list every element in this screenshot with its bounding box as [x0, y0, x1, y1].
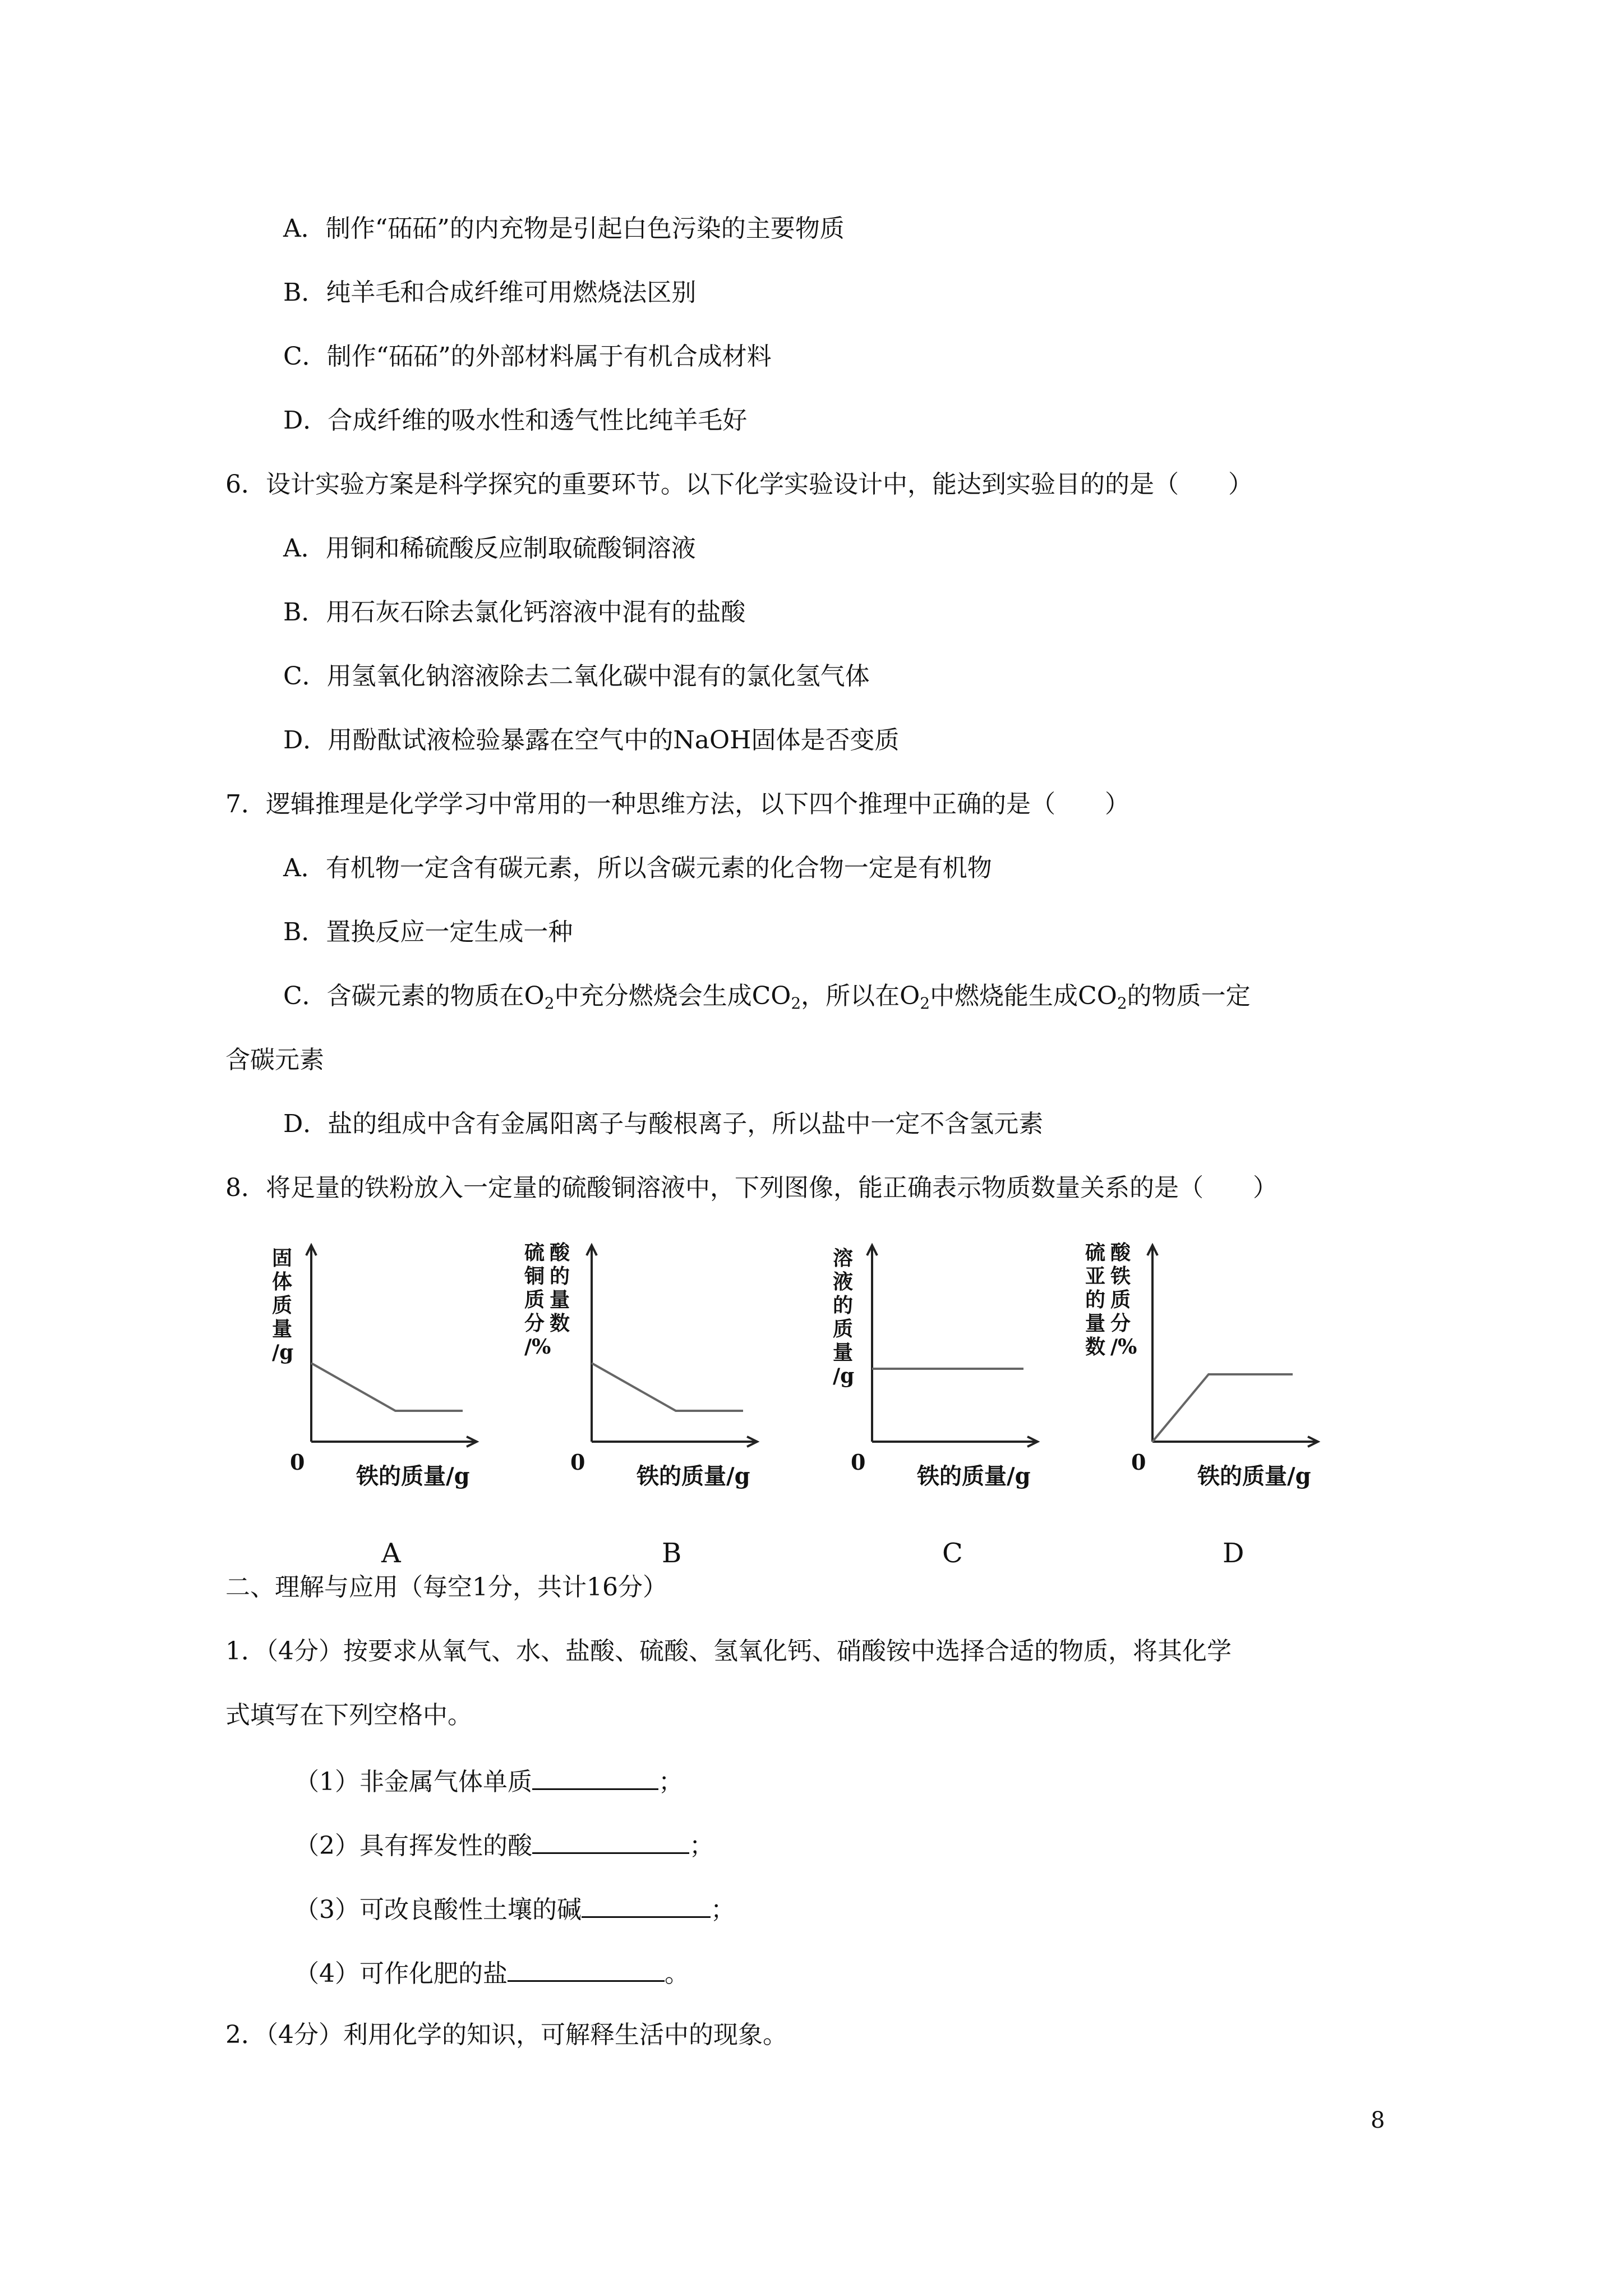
q7-option-d: D．盐的组成中含有金属阳离子与酸根离子，所以盐中一定不含氢元素 — [283, 1110, 1044, 1138]
graph-b-y-label-char: 铜 — [524, 1264, 545, 1288]
graph-d-curve — [1152, 1374, 1293, 1442]
graph-d-y-label-char: 酸 — [1110, 1241, 1131, 1264]
graph-a-caption: A — [381, 1538, 401, 1569]
graph-b-curve — [592, 1363, 743, 1411]
graph-b-x-label: 铁的质量/g — [637, 1463, 750, 1489]
graph-c-y-label-char: /g — [833, 1364, 855, 1388]
answer-blank-3[interactable] — [582, 1890, 711, 1918]
graph-d-y-label-char: 质 — [1110, 1288, 1131, 1312]
graph-b-y-label-char: 质 — [524, 1288, 545, 1312]
q7-option-c: C．含碳元素的物质在$O_2$中充分燃烧会生成$CO_2$，所以在$O_2$中燃烧能生成$CO_2$的物质一定 — [283, 982, 1251, 1013]
graph-d-y-label-char: 亚 — [1085, 1264, 1106, 1288]
fill-item-4: （4）可作化肥的盐 。 — [294, 1954, 689, 1991]
graph-b-y-label-char: 硫 — [524, 1241, 545, 1264]
q8-stem: 8．将足量的铁粉放入一定量的硫酸铜溶液中，下列图像，能正确表示物质数量关系的是（ ） — [225, 1174, 1278, 1202]
graph-a-y-label-char: 固 — [272, 1246, 293, 1270]
graph-c-y-label-char: 液 — [833, 1270, 854, 1294]
graph-d-y-label-char: 分 — [1110, 1312, 1131, 1335]
graph-d-y-label-char: 的 — [1085, 1288, 1106, 1312]
graph-b-y-label-char: 的 — [550, 1264, 570, 1288]
q7-option-a: A．有机物一定含有碳元素，所以含碳元素的化合物一定是有机物 — [283, 854, 992, 882]
graph-d-y-label-char: 量 — [1085, 1312, 1106, 1335]
graph-c-y-label-char: 质 — [833, 1317, 854, 1341]
graph-b-y-label-char: 酸 — [550, 1241, 570, 1264]
s1-stem-continued: 式填写在下列空格中。 — [225, 1701, 472, 1729]
graph-b-y-label-char: 数 — [550, 1312, 570, 1335]
graph-b-y-label-char: 分 — [524, 1312, 545, 1335]
fill-item-2: （2）具有挥发性的酸 ； — [294, 1826, 714, 1863]
q6-option-b: B．用石灰石除去氯化钙溶液中混有的盐酸 — [283, 598, 746, 627]
answer-blank-2[interactable] — [532, 1826, 689, 1854]
q6-stem: 6．设计实验方案是科学探究的重要环节。以下化学实验设计中，能达到实验目的的是（ ） — [225, 470, 1253, 499]
graph-c-y-label-char: 的 — [833, 1294, 854, 1317]
s1-stem: 1．（4分）按要求从氧气、水、盐酸、硫酸、氢氧化钙、硝酸铵中选择合适的物质，将其化学 — [225, 1637, 1232, 1665]
section-two-heading: 二、理解与应用（每空1分，共计16分） — [225, 1573, 667, 1602]
graph-b-caption: B — [662, 1538, 682, 1569]
q5-option-b: B．纯羊毛和合成纤维可用燃烧法区别 — [283, 278, 697, 307]
graph-d-x-label: 铁的质量/g — [1197, 1463, 1311, 1489]
graph-d-y-label-char: 数 — [1085, 1335, 1106, 1359]
q7-option-c-continued: 含碳元素 — [225, 1046, 324, 1074]
fill-item-1: （1）非金属气体单质 ； — [294, 1763, 683, 1799]
graph-b-y-label-char: 量 — [550, 1288, 570, 1312]
graph-d-caption: D — [1223, 1538, 1244, 1569]
graph-d-y-label-char: /% — [1110, 1335, 1137, 1359]
q7-stem: 7．逻辑推理是化学学习中常用的一种思维方法，以下四个推理中正确的是（ ） — [225, 790, 1129, 818]
q6-option-c: C．用氢氧化钠溶液除去二氧化碳中混有的氯化氢气体 — [283, 662, 870, 691]
q5-option-c: C．制作“砳砳”的外部材料属于有机合成材料 — [283, 342, 772, 371]
graph-b-y-label-char: /% — [524, 1335, 551, 1359]
graph-c-origin-label: 0 — [851, 1450, 866, 1475]
page-number: 8 — [1371, 2108, 1385, 2133]
graph-a-y-label-char: 质 — [272, 1294, 293, 1317]
answer-blank-1[interactable] — [532, 1763, 658, 1790]
q6-option-d: D．用酚酞试液检验暴露在空气中的NaOH固体是否变质 — [283, 726, 900, 754]
q5-option-a: A．制作“砳砳”的内充物是引起白色污染的主要物质 — [283, 214, 845, 243]
graph-d-y-label-char: 铁 — [1110, 1264, 1131, 1288]
graph-c-y-label-char: 溶 — [833, 1246, 854, 1270]
graph-a-y-label-char: 量 — [272, 1317, 293, 1341]
q6-option-a: A．用铜和稀硫酸反应制取硫酸铜溶液 — [283, 534, 696, 563]
graph-a-x-label: 铁的质量/g — [356, 1463, 470, 1489]
graph-c-caption: C — [942, 1538, 963, 1569]
graph-a-y-label-char: /g — [272, 1341, 294, 1364]
q8-graphs — [247, 1231, 1377, 1576]
graph-d-origin-label: 0 — [1131, 1450, 1146, 1475]
graph-c-x-label: 铁的质量/g — [917, 1463, 1031, 1489]
fill-item-3: （3）可改良酸性土壤的碱 ； — [294, 1890, 735, 1927]
graph-a-origin-label: 0 — [290, 1450, 305, 1475]
graph-a-curve — [311, 1363, 463, 1411]
s2-stem: 2．（4分）利用化学的知识，可解释生活中的现象。 — [225, 2021, 787, 2049]
q8-graph-panel — [247, 1231, 1377, 1576]
q5-option-d: D．合成纤维的吸水性和透气性比纯羊毛好 — [283, 406, 748, 435]
answer-blank-4[interactable] — [508, 1954, 665, 1982]
graph-b-origin-label: 0 — [570, 1450, 585, 1475]
graph-c-y-label-char: 量 — [833, 1341, 854, 1364]
graph-a-y-label-char: 体 — [272, 1270, 293, 1294]
q7-option-b: B．置换反应一定生成一种 — [283, 918, 573, 946]
graph-d-y-label-char: 硫 — [1085, 1241, 1106, 1264]
